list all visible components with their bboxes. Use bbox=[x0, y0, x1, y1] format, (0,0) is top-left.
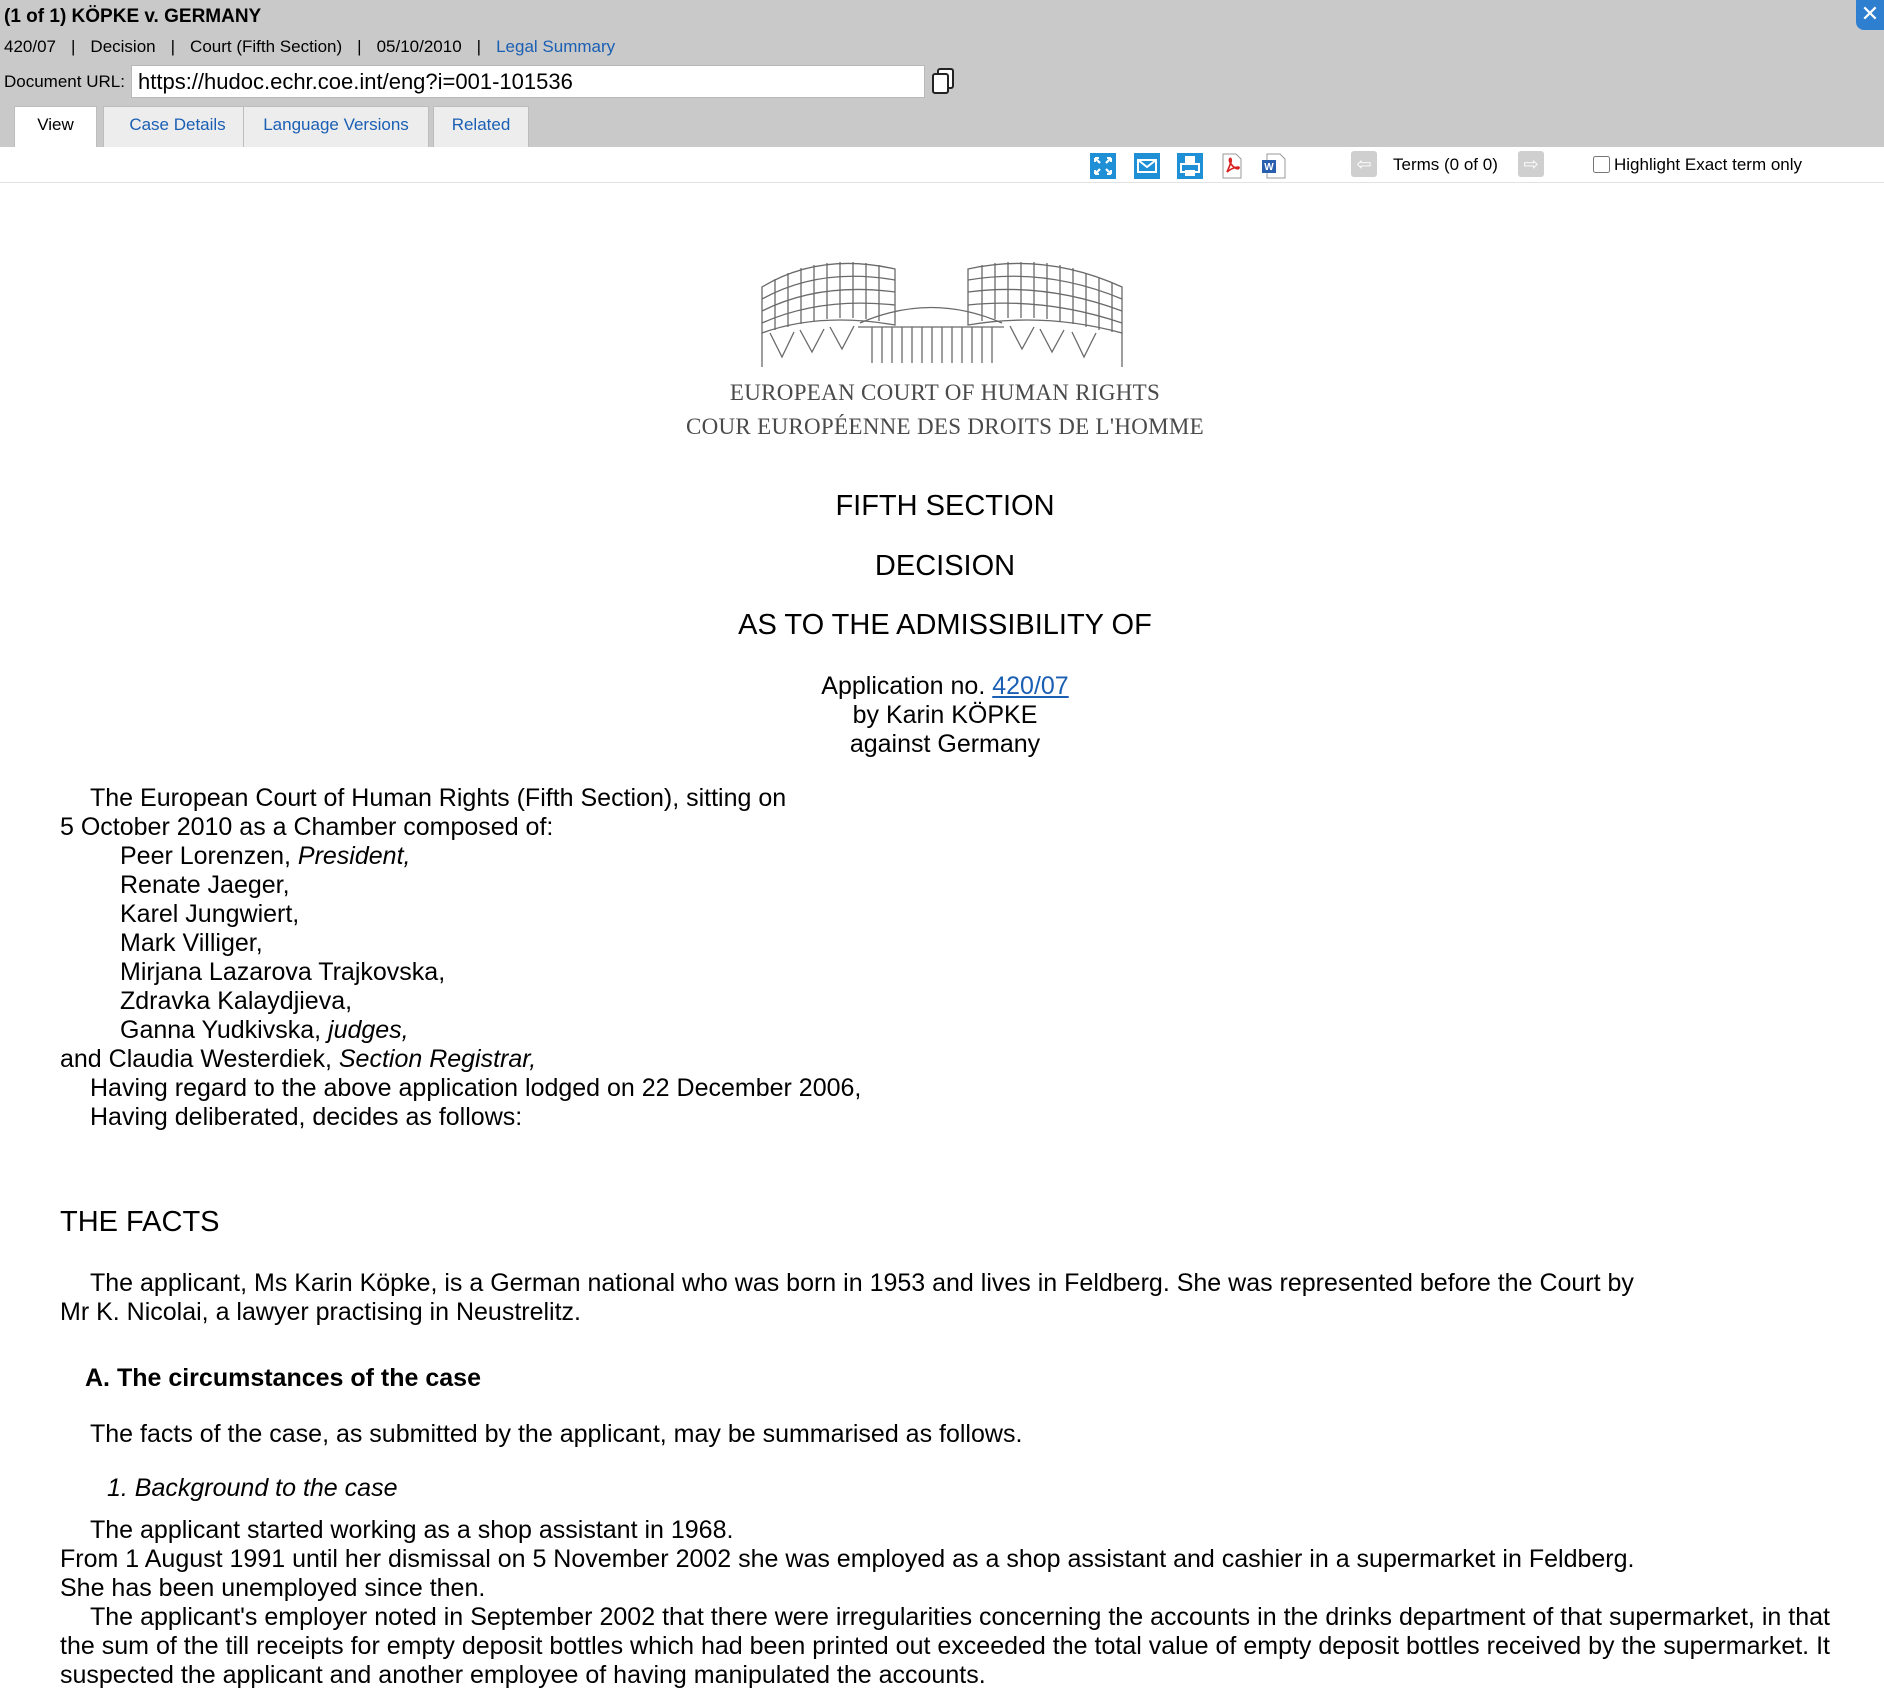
court-building-logo bbox=[760, 247, 1132, 372]
application-prefix: Application no. bbox=[821, 672, 993, 700]
registrar-name: and Claudia Westerdiek, bbox=[60, 1045, 339, 1073]
document-title: (1 of 1) KÖPKE v. GERMANY bbox=[4, 6, 262, 27]
tab-related[interactable]: Related bbox=[433, 106, 529, 147]
deliberated-paragraph: Having deliberated, decides as follows: bbox=[90, 1103, 523, 1131]
meta-separator: | bbox=[170, 37, 176, 56]
application-number-link[interactable]: 420/07 bbox=[992, 672, 1069, 700]
document-url-field[interactable] bbox=[131, 65, 925, 98]
judge-name: Mark Villiger, bbox=[120, 929, 263, 957]
judge-president bbox=[60, 842, 410, 871]
applicant-line: by Karin KÖPKE bbox=[852, 701, 1038, 729]
judge-last bbox=[60, 1016, 409, 1045]
circumstances-paragraph: The facts of the case, as submitted by the applicant, may be summarised as follows. bbox=[90, 1420, 1023, 1448]
section-title: FIFTH SECTION bbox=[835, 490, 1055, 522]
intro-paragraph: The European Court of Human Rights (Fifth Section), sitting on bbox=[90, 784, 787, 812]
print-icon[interactable] bbox=[1177, 153, 1203, 179]
background-paragraph: The applicant started working as a shop assistant in 1968. bbox=[90, 1516, 734, 1544]
decision-title: DECISION bbox=[874, 550, 1016, 582]
meta-date: 05/10/2010 bbox=[376, 37, 462, 56]
meta-court: Court (Fifth Section) bbox=[190, 37, 343, 56]
intro-paragraph-cont: 5 October 2010 as a Chamber composed of: bbox=[60, 813, 554, 841]
facts-paragraph-cont: Mr K. Nicolai, a lawyer practising in Neustrelitz. bbox=[60, 1298, 581, 1326]
highlight-exact-label: Highlight Exact term only bbox=[1614, 155, 1803, 174]
meta-app-no: 420/07 bbox=[4, 37, 56, 56]
judge-role: judges, bbox=[328, 1016, 409, 1044]
background-paragraph: The applicant's employer noted in September 2002 that there were irregularities concerning the accounts in the drinks department of that supermarket, in that the sum of the till receipts for empty deposit bottles which had been printed out exceeded the total value of empty deposit bottles received by the supermarket. It suspected the applicant and another employee of having manipulated the accounts. bbox=[60, 1603, 1830, 1689]
background-heading: 1. Background to the case bbox=[107, 1474, 398, 1502]
registrar-line bbox=[60, 1045, 536, 1074]
close-icon[interactable]: ✕ bbox=[1856, 0, 1884, 30]
legal-summary-link[interactable]: Legal Summary bbox=[496, 37, 616, 56]
highlight-exact-option[interactable] bbox=[1593, 155, 1802, 175]
judge-name: Zdravka Kalaydjieva, bbox=[120, 987, 353, 1015]
judge-name: Karel Jungwiert, bbox=[120, 900, 300, 928]
copy-icon[interactable] bbox=[931, 67, 957, 95]
application-line bbox=[60, 672, 1830, 701]
admissibility-title: AS TO THE ADMISSIBILITY OF bbox=[738, 609, 1152, 641]
pdf-icon[interactable] bbox=[1219, 153, 1245, 179]
document-toolbar bbox=[0, 147, 1884, 183]
document-header bbox=[0, 0, 1884, 147]
meta-doc-type: Decision bbox=[90, 37, 156, 56]
highlight-exact-checkbox[interactable] bbox=[1593, 156, 1610, 173]
svg-text:W: W bbox=[1264, 162, 1274, 173]
tab-language-versions[interactable]: Language Versions bbox=[243, 106, 429, 147]
meta-separator: | bbox=[476, 37, 482, 56]
document-meta bbox=[4, 37, 615, 57]
meta-separator: | bbox=[71, 37, 76, 56]
fullscreen-icon[interactable] bbox=[1090, 153, 1116, 179]
court-name-fr: COUR EUROPÉENNE DES DROITS DE L'HOMME bbox=[685, 414, 1205, 439]
tab-case-details[interactable]: Case Details bbox=[103, 106, 252, 147]
meta-separator: | bbox=[357, 37, 362, 56]
arrow-left-icon[interactable]: ⇦ bbox=[1351, 151, 1377, 177]
registrar-role: Section Registrar, bbox=[338, 1045, 537, 1073]
word-icon[interactable] bbox=[1261, 153, 1287, 179]
judge-role: President, bbox=[297, 842, 411, 870]
terms-counter: Terms (0 of 0) bbox=[1393, 155, 1498, 174]
facts-heading: THE FACTS bbox=[60, 1206, 220, 1238]
judge-name: Ganna Yudkivska, bbox=[120, 1016, 329, 1044]
background-paragraph: From 1 August 1991 until her dismissal on 5 November 2002 she was employed as a shop assistant and cashier in a supermarket in Feldberg. bbox=[60, 1545, 1635, 1573]
respondent-line: against Germany bbox=[849, 730, 1041, 758]
email-icon[interactable] bbox=[1134, 153, 1160, 179]
circumstances-heading: A. The circumstances of the case bbox=[85, 1364, 481, 1392]
arrow-right-icon[interactable]: ⇨ bbox=[1518, 151, 1544, 177]
background-paragraph: She has been unemployed since then. bbox=[60, 1574, 486, 1602]
url-label: Document URL: bbox=[4, 72, 125, 91]
court-name-en: EUROPEAN COURT OF HUMAN RIGHTS bbox=[729, 380, 1161, 405]
facts-paragraph: The applicant, Ms Karin Köpke, is a German national who was born in 1953 and lives in Feldberg. She was represented before the Court by bbox=[90, 1269, 1634, 1297]
judge-name: Peer Lorenzen, bbox=[120, 842, 298, 870]
tab-view[interactable]: View bbox=[14, 106, 97, 148]
judge-name: Renate Jaeger, bbox=[120, 871, 290, 899]
regard-paragraph: Having regard to the above application lodged on 22 December 2006, bbox=[90, 1074, 862, 1102]
judge-name: Mirjana Lazarova Trajkovska, bbox=[120, 958, 446, 986]
